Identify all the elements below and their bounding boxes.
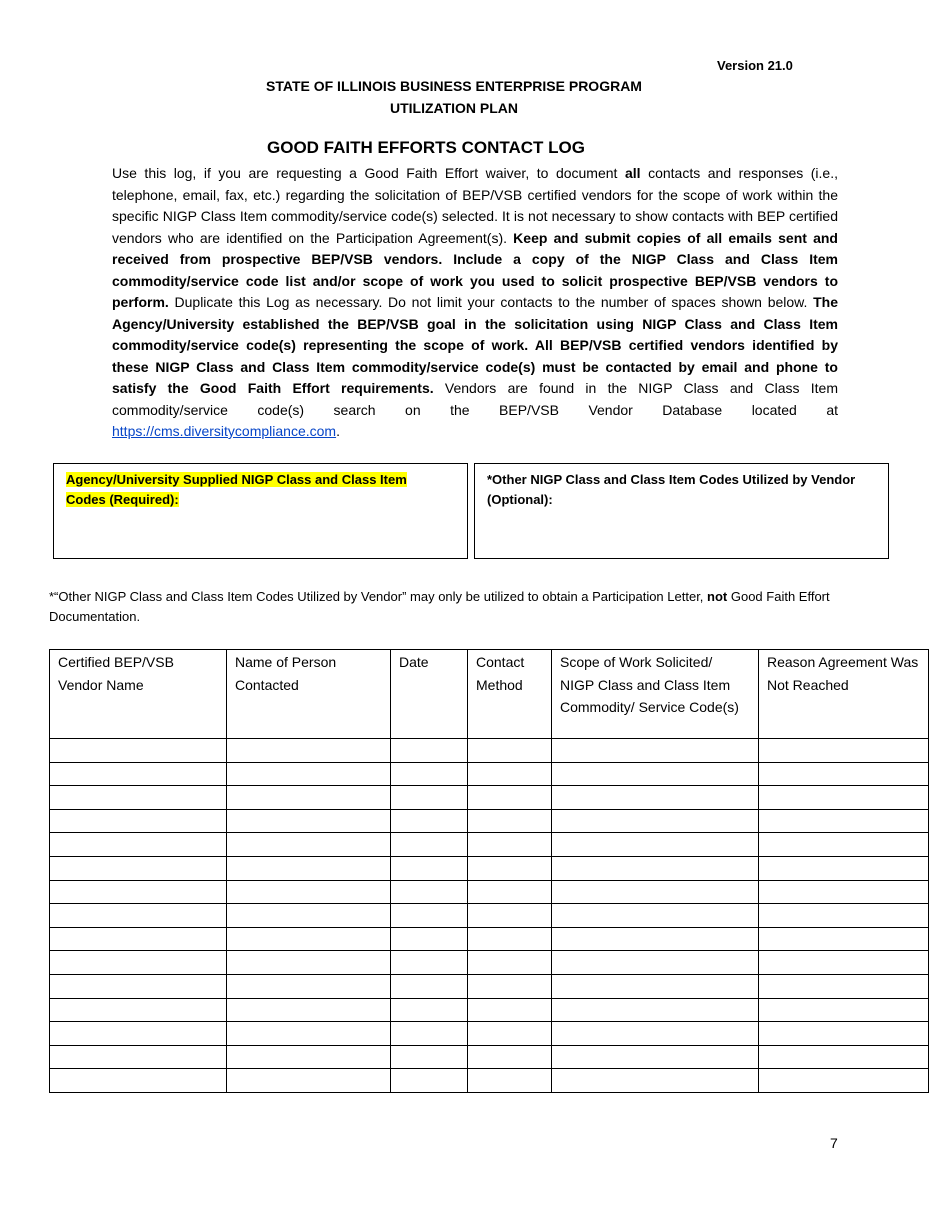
table-body [50, 739, 929, 1093]
table-cell[interactable] [468, 786, 552, 810]
intro-text-3: Duplicate this Log as necessary. Do not limit your contacts to the number of spaces shown below. [168, 294, 814, 310]
column-header-date: Date [391, 650, 468, 739]
table-cell[interactable] [391, 739, 468, 763]
table-cell[interactable] [227, 856, 391, 880]
contact-log-table [49, 649, 929, 1093]
table-cell[interactable] [391, 904, 468, 928]
table-cell[interactable] [552, 786, 759, 810]
table-cell[interactable] [552, 974, 759, 998]
table-cell[interactable] [50, 1045, 227, 1069]
table-cell[interactable] [759, 998, 929, 1022]
table-cell[interactable] [759, 927, 929, 951]
column-header-vendor-name: Certified BEP/VSB Vendor Name [50, 650, 227, 739]
table-cell[interactable] [391, 880, 468, 904]
optional-codes-label: *Other NIGP Class and Class Item Codes Utilized by Vendor (Optional): [487, 472, 856, 507]
table-cell[interactable] [759, 739, 929, 763]
required-codes-label: Agency/University Supplied NIGP Class and Class Item Codes (Required): [66, 472, 407, 507]
required-codes-box[interactable] [53, 463, 468, 559]
table-cell[interactable] [50, 1022, 227, 1046]
table-cell[interactable] [227, 974, 391, 998]
table-cell[interactable] [759, 974, 929, 998]
column-header-person-contacted: Name of Person Contacted [227, 650, 391, 739]
table-cell[interactable] [227, 739, 391, 763]
table-row [50, 904, 929, 928]
footnote [49, 587, 919, 627]
footnote-text-2: Good Faith Effort Documentation. [49, 589, 830, 624]
table-cell[interactable] [759, 951, 929, 975]
table-cell[interactable] [391, 998, 468, 1022]
table-cell[interactable] [391, 951, 468, 975]
column-header-scope-of-work: Scope of Work Solicited/ NIGP Class and Class Item Commodity/ Service Code(s) [552, 650, 759, 739]
table-cell[interactable] [468, 880, 552, 904]
table-cell[interactable] [552, 762, 759, 786]
table-row [50, 1045, 929, 1069]
table-cell[interactable] [759, 1069, 929, 1093]
table-cell[interactable] [391, 856, 468, 880]
table-cell[interactable] [759, 880, 929, 904]
intro-bold-3: The Agency/University established the BEP/VSB goal in the solicitation using NIGP Class and Class Item commodity/service code(s) representing the scope of work. All BEP/VSB certified vendors identified by these NIGP Class and Class Item commodity/service code(s) must be contacted by email and phone to satisfy the Good Faith Effort requirements. [112, 294, 838, 396]
table-cell[interactable] [759, 1045, 929, 1069]
table-cell[interactable] [468, 833, 552, 857]
instructions-paragraph [112, 163, 838, 443]
table-cell[interactable] [552, 1045, 759, 1069]
table-cell[interactable] [50, 856, 227, 880]
table-cell[interactable] [227, 1045, 391, 1069]
table-cell[interactable] [391, 927, 468, 951]
table-cell[interactable] [468, 904, 552, 928]
table-cell[interactable] [552, 927, 759, 951]
table-row [50, 951, 929, 975]
table-cell[interactable] [552, 1022, 759, 1046]
table-cell[interactable] [552, 951, 759, 975]
table-cell[interactable] [50, 739, 227, 763]
table-row [50, 856, 929, 880]
table-row [50, 974, 929, 998]
table-cell[interactable] [227, 809, 391, 833]
intro-text-2: contacts and responses (i.e., telephone, email, fax, etc.) regarding the solicitation of BEP/VSB certified vendors for the scope of work within the specific NIGP Class Item commodity/service code(s) selected. It is not necessary to show contacts with BEP certified vendors who are identified on the Participation Agreement(s). [112, 165, 838, 246]
table-cell[interactable] [552, 809, 759, 833]
table-cell[interactable] [391, 974, 468, 998]
table-cell[interactable] [468, 762, 552, 786]
table-cell[interactable] [50, 974, 227, 998]
table-cell[interactable] [50, 1069, 227, 1093]
table-row [50, 1069, 929, 1093]
table-cell[interactable] [468, 951, 552, 975]
table-row [50, 1022, 929, 1046]
table-row [50, 998, 929, 1022]
table-cell[interactable] [391, 833, 468, 857]
table-cell[interactable] [227, 904, 391, 928]
table-cell[interactable] [50, 880, 227, 904]
table-cell[interactable] [759, 833, 929, 857]
intro-bold-2: Keep and submit copies of all emails sent and received from prospective BEP/VSB vendors. Include a copy of the NIGP Class and Class Item commodity/service code list and/or scope of work you used to solicit prospective BEP/VSB vendors to perform. [112, 229, 838, 310]
table-cell[interactable] [50, 927, 227, 951]
table-header-row [50, 650, 929, 739]
intro-bold-1: all [624, 165, 641, 181]
table-row [50, 927, 929, 951]
table-cell[interactable] [227, 880, 391, 904]
table-cell[interactable] [468, 974, 552, 998]
table-row [50, 880, 929, 904]
table-row [50, 739, 929, 763]
table-cell[interactable] [552, 1069, 759, 1093]
table-cell[interactable] [759, 1022, 929, 1046]
table-cell[interactable] [468, 998, 552, 1022]
table-cell[interactable] [468, 739, 552, 763]
table-cell[interactable] [227, 786, 391, 810]
table-cell[interactable] [227, 833, 391, 857]
table-cell[interactable] [759, 809, 929, 833]
intro-text-1: Use this log, if you are requesting a Good Faith Effort waiver, to document [112, 165, 625, 181]
table-cell[interactable] [391, 809, 468, 833]
vendor-database-link[interactable]: https://cms.diversitycompliance.com [112, 423, 337, 439]
footnote-bold: not [707, 589, 728, 604]
table-cell[interactable] [552, 998, 759, 1022]
table-cell[interactable] [227, 998, 391, 1022]
column-header-reason: Reason Agreement Was Not Reached [759, 650, 929, 739]
table-row [50, 809, 929, 833]
table-cell[interactable] [50, 904, 227, 928]
program-heading: STATE OF ILLINOIS BUSINESS ENTERPRISE PROGRAM [266, 78, 642, 94]
column-header-contact-method: Contact Method [468, 650, 552, 739]
table-cell[interactable] [391, 762, 468, 786]
version-label: Version 21.0 [717, 58, 793, 73]
optional-codes-box[interactable] [474, 463, 889, 559]
table-cell[interactable] [468, 1022, 552, 1046]
table-cell[interactable] [391, 1022, 468, 1046]
table-cell[interactable] [759, 904, 929, 928]
table-cell[interactable] [391, 1045, 468, 1069]
table-row [50, 786, 929, 810]
table-cell[interactable] [552, 739, 759, 763]
table-cell[interactable] [391, 1069, 468, 1093]
table-cell[interactable] [50, 762, 227, 786]
table-cell[interactable] [468, 927, 552, 951]
table-cell[interactable] [50, 998, 227, 1022]
table-cell[interactable] [227, 927, 391, 951]
table-cell[interactable] [227, 762, 391, 786]
table-cell[interactable] [552, 880, 759, 904]
table-row [50, 833, 929, 857]
table-cell[interactable] [391, 786, 468, 810]
intro-text-5: . [336, 423, 340, 439]
table-cell[interactable] [468, 809, 552, 833]
table-cell[interactable] [468, 1069, 552, 1093]
intro-text-4: Vendors are found in the NIGP Class and Class Item commodity/service code(s) search on the BEP/VSB Vendor Database located at [112, 380, 838, 418]
table-cell[interactable] [50, 809, 227, 833]
table-cell[interactable] [759, 786, 929, 810]
table-cell[interactable] [759, 856, 929, 880]
table-cell[interactable] [50, 951, 227, 975]
page-title: GOOD FAITH EFFORTS CONTACT LOG [267, 138, 585, 157]
plan-heading: UTILIZATION PLAN [389, 100, 519, 116]
table-cell[interactable] [552, 856, 759, 880]
page-number: 7 [830, 1135, 838, 1151]
table-cell[interactable] [468, 1045, 552, 1069]
table-cell[interactable] [50, 786, 227, 810]
table-cell[interactable] [552, 833, 759, 857]
table-cell[interactable] [552, 904, 759, 928]
footnote-text-1: *“Other NIGP Class and Class Item Codes Utilized by Vendor” may only be utilized to obtain a Participation Letter, [49, 589, 708, 604]
table-cell[interactable] [227, 951, 391, 975]
table-cell[interactable] [468, 856, 552, 880]
table-cell[interactable] [50, 833, 227, 857]
table-cell[interactable] [227, 1069, 391, 1093]
table-row [50, 762, 929, 786]
table-cell[interactable] [227, 1022, 391, 1046]
table-cell[interactable] [759, 762, 929, 786]
